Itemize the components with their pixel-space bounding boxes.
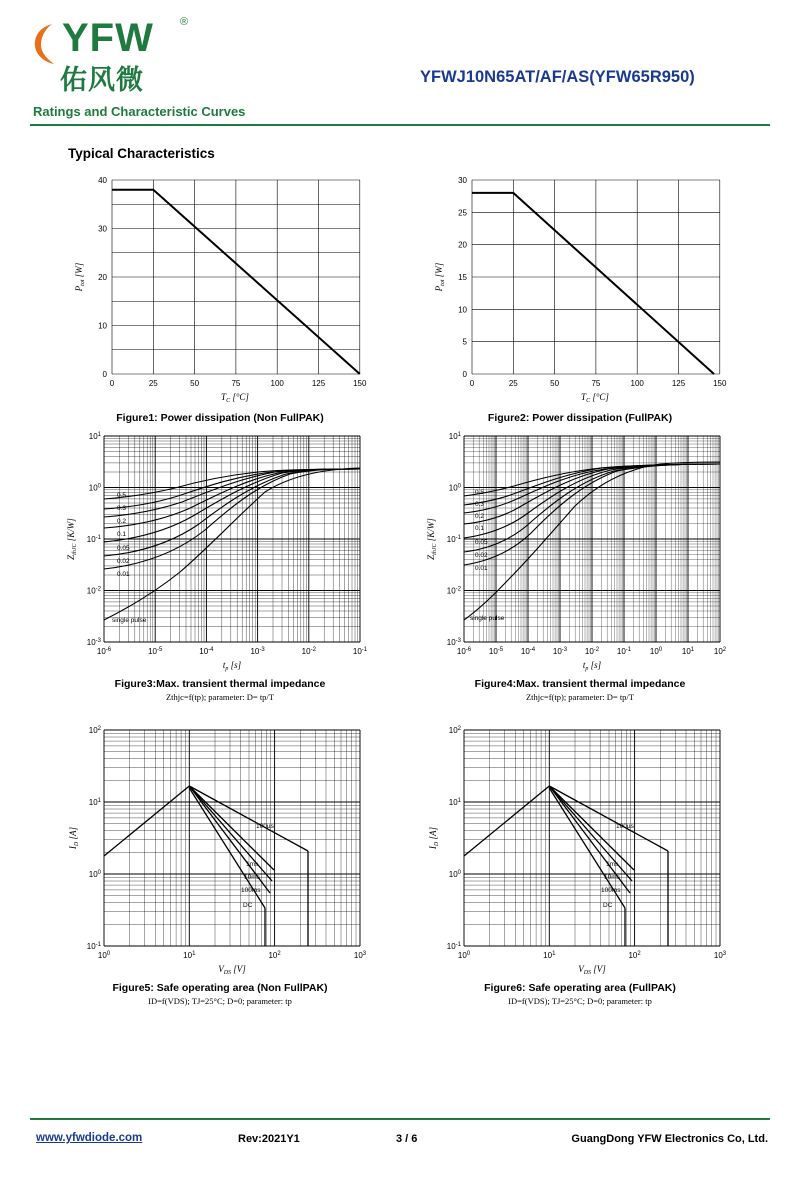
svg-text:50: 50	[550, 379, 560, 388]
svg-text:101: $10^1$	[183, 951, 196, 960]
figure3-xlabel: tp [s]	[222, 660, 242, 672]
svg-text:10-2: $10^{-2}$	[86, 586, 101, 596]
figure5-chart	[60, 718, 380, 978]
svg-text:10-3: $10^{-3}$	[446, 638, 461, 647]
footer-divider	[30, 1118, 770, 1120]
figure2-xlabel: TC [°C]	[581, 392, 609, 404]
figure6-label-1: 1ms	[606, 861, 619, 868]
svg-text:100: $10^0$	[457, 951, 471, 960]
svg-text:101: $10^1$	[448, 432, 461, 441]
svg-text:10-1: $10^{-1}$	[86, 535, 101, 544]
svg-text:10-6: $10^{-6}$	[456, 647, 472, 656]
figure6-ylabel: ID [A]	[428, 826, 440, 850]
figure4-xlabel: tp [s]	[582, 660, 602, 672]
logo-text	[62, 16, 154, 61]
figure3-label-7: single pulse	[112, 617, 147, 624]
svg-text:30: 30	[98, 224, 107, 234]
svg-text:10: 10	[98, 321, 107, 331]
svg-text:150: 150	[713, 379, 727, 388]
figure3	[60, 424, 380, 702]
page-footer	[0, 1126, 800, 1156]
figure3-label-6: 0.01	[117, 571, 130, 578]
figure1	[60, 168, 380, 424]
svg-text:0: 0	[109, 379, 115, 388]
svg-text:15: 15	[458, 273, 467, 282]
svg-text:20: 20	[98, 273, 107, 282]
svg-text:0: 0	[102, 370, 107, 379]
svg-text:125: 125	[311, 379, 326, 388]
figure3-subcaption: Zthjc=f(tp); parameter: D= tp/T	[165, 692, 274, 702]
figure5-subcaption: ID=f(VDS); TJ=25°C; D=0; parameter: tp	[148, 996, 292, 1006]
figure6-label-2: 10ms	[604, 874, 620, 881]
svg-text:102: $10^2$	[88, 726, 101, 735]
figure5-label-0: 100µs	[256, 823, 274, 830]
figure4-label-0: 0.5	[475, 489, 485, 496]
figure4	[420, 424, 740, 702]
svg-text:10-2: $10^{-2}$	[584, 647, 600, 656]
figure6	[420, 718, 740, 1006]
figure5-label-2: 10ms	[244, 874, 260, 881]
figure3-label-0: 0.5	[117, 492, 127, 499]
revision-label: Rev:2021Y1	[238, 1133, 300, 1145]
figure6-caption: Figure6: Safe operating area (FullPAK)	[484, 982, 676, 994]
figure6-label-3: 100ms	[601, 887, 621, 894]
figure6-subcaption: ID=f(VDS); TJ=25°C; D=0; parameter: tp	[508, 996, 652, 1006]
svg-text:10-1: $10^{-1}$	[446, 535, 461, 544]
figure5-label-1: 1ms	[246, 861, 259, 868]
logo-text-yf: YFW	[62, 16, 154, 60]
figure4-label-2: 0.2	[475, 513, 485, 520]
figure4-caption: Figure4:Max. transient thermal impedance	[474, 678, 686, 690]
svg-text:0: 0	[469, 379, 475, 388]
figure1-caption: Figure1: Power dissipation (Non FullPAK)	[116, 412, 324, 424]
figure4-ylabel: ZthJC [K/W]	[426, 518, 438, 560]
figure4-label-3: 0.1	[475, 525, 485, 532]
svg-text:10-4: $10^{-4}$	[199, 647, 214, 656]
figure3-label-3: 0.1	[117, 531, 127, 538]
svg-text:40: 40	[98, 176, 107, 185]
figure5-ylabel: ID [A]	[68, 826, 80, 850]
part-number-title: YFWJ10N65AT/AF/AS(YFW65R950)	[420, 68, 695, 86]
figure1-ylabel: Ptot [W]	[74, 262, 86, 292]
svg-text:102: $10^2$	[628, 951, 641, 960]
svg-text:101: $10^1$	[448, 798, 461, 807]
svg-text:0: 0	[462, 370, 467, 379]
logo-chinese-text: 佑风微	[60, 65, 144, 96]
figure3-chart	[60, 424, 380, 674]
svg-text:10-1: $10^{-1}$	[616, 647, 632, 656]
registered-trademark-icon: ®	[180, 16, 189, 28]
header-divider	[30, 124, 770, 126]
figure3-label-5: 0.02	[117, 558, 130, 565]
figure3-label-4: 0.05	[117, 545, 130, 552]
figure3-label-1: 0.3	[117, 505, 127, 512]
svg-text:100: $10^0$	[88, 483, 101, 493]
logo-mark-icon	[32, 22, 58, 66]
svg-text:25: 25	[508, 379, 518, 388]
svg-text:25: 25	[148, 379, 158, 388]
typical-characteristics-title: Typical Characteristics	[68, 146, 215, 161]
svg-text:10-5: $10^{-5}$	[148, 647, 163, 656]
figure2	[420, 168, 740, 424]
svg-text:100: $10^0$	[448, 870, 461, 879]
svg-text:10: 10	[458, 305, 467, 315]
figure4-label-5: 0.02	[475, 552, 488, 559]
figure5-label-4: DC	[243, 902, 253, 909]
svg-text:10-5: $10^{-5}$	[488, 647, 504, 656]
figure4-label-7: single pulse	[470, 615, 505, 622]
svg-text:75: 75	[591, 379, 601, 388]
svg-text:100: 100	[630, 379, 644, 388]
figure6-xlabel: VDS [V]	[578, 964, 606, 976]
svg-text:100: $10^0$	[448, 483, 461, 493]
website-link[interactable]: www.yfwdiode.com	[36, 1132, 143, 1144]
svg-text:25: 25	[458, 208, 467, 218]
svg-text:10-3: $10^{-3}$	[552, 647, 568, 656]
svg-text:10-2: $10^{-2}$	[446, 586, 461, 596]
page-header	[0, 0, 800, 100]
svg-text:10-3: $10^{-3}$	[250, 647, 265, 656]
svg-text:10-1: $10^{-1}$	[446, 942, 461, 951]
figure6-label-4: DC	[603, 902, 613, 909]
page-number: 3 / 6	[396, 1133, 418, 1145]
figure3-label-2: 0.2	[117, 518, 127, 525]
figure4-label-1: 0.3	[475, 501, 485, 508]
svg-text:5: 5	[462, 337, 467, 347]
figure3-caption: Figure3:Max. transient thermal impedance	[114, 678, 326, 690]
figure1-chart	[60, 168, 380, 408]
figure2-chart	[420, 168, 740, 408]
svg-text:101: $10^1$	[88, 432, 101, 441]
figure5	[60, 718, 380, 1006]
svg-text:10-2: $10^{-2}$	[301, 647, 316, 656]
svg-text:103: $10^3$	[713, 951, 727, 960]
figure6-chart	[420, 718, 740, 978]
figure4-label-4: 0.05	[475, 539, 488, 546]
svg-text:101: $10^1$	[543, 951, 556, 960]
svg-text:10-4: $10^{-4}$	[520, 647, 536, 656]
svg-text:102: $10^2$	[268, 951, 281, 960]
figure2-caption: Figure2: Power dissipation (FullPAK)	[487, 412, 673, 424]
svg-text:30: 30	[458, 176, 467, 185]
svg-text:102: $10^2$	[448, 726, 461, 735]
company-name: GuangDong YFW Electronics Co, Ltd.	[571, 1133, 768, 1145]
company-logo	[32, 14, 212, 94]
figure4-label-6: 0.01	[475, 565, 488, 572]
figure1-xlabel: TC [°C]	[221, 392, 249, 404]
svg-text:102: $10^2$	[713, 647, 727, 656]
svg-text:75: 75	[231, 379, 241, 388]
section-title: Ratings and Characteristic Curves	[33, 104, 246, 119]
figure2-ylabel: Ptot [W]	[434, 262, 446, 292]
svg-text:150: 150	[353, 379, 367, 388]
figure5-label-3: 100ms	[241, 887, 261, 894]
svg-text:10-6: $10^{-6}$	[96, 647, 112, 656]
svg-text:20: 20	[458, 240, 467, 250]
figure4-subcaption: Zthjc=f(tp); parameter: D= tp/T	[525, 692, 634, 702]
svg-text:100: $10^0$	[649, 647, 663, 656]
svg-text:10-1: $10^{-1}$	[86, 942, 101, 951]
svg-text:100: $10^0$	[97, 951, 111, 960]
figure6-label-0: 100µs	[616, 823, 634, 830]
svg-text:100: 100	[270, 379, 284, 388]
svg-text:101: $10^1$	[88, 798, 101, 807]
figure5-xlabel: VDS [V]	[218, 964, 246, 976]
svg-text:10-1: $10^{-1}$	[352, 647, 368, 656]
svg-text:103: $10^3$	[353, 951, 367, 960]
svg-text:101: $10^1$	[681, 647, 695, 656]
figure4-chart	[420, 424, 740, 674]
svg-text:125: 125	[671, 379, 686, 388]
figure5-caption: Figure5: Safe operating area (Non FullPAK)	[112, 982, 328, 994]
figure3-ylabel: ZthJC [K/W]	[66, 518, 78, 560]
svg-text:100: $10^0$	[88, 870, 101, 879]
svg-text:50: 50	[190, 379, 200, 388]
svg-text:10-3: $10^{-3}$	[86, 638, 101, 647]
